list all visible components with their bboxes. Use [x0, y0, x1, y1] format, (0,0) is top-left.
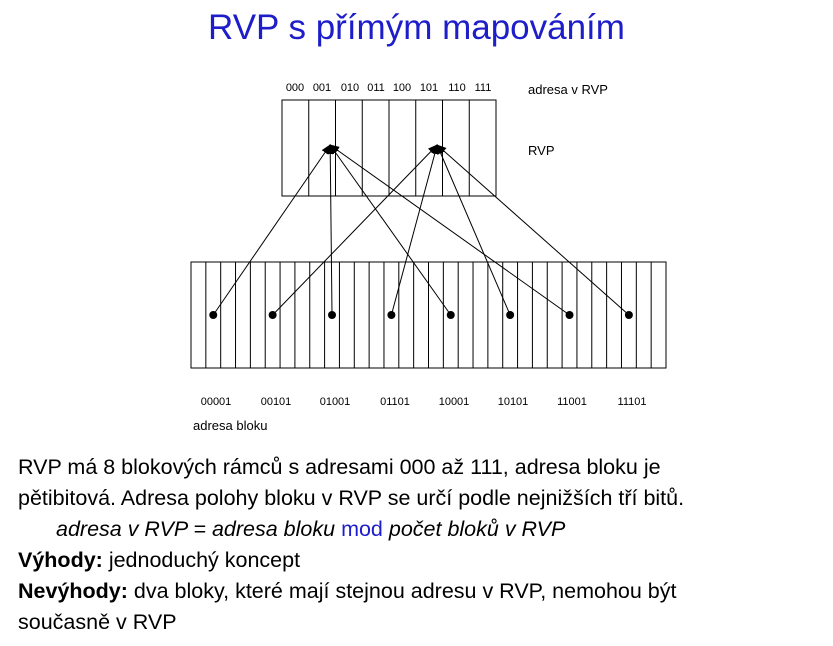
advantages-label: Výhody:	[18, 548, 103, 572]
mapping-formula	[18, 514, 830, 545]
block-address-label: 00101	[260, 396, 292, 408]
formula-left: adresa v RVP = adresa bloku	[56, 517, 336, 541]
rvp-caption: RVP	[528, 143, 555, 158]
block-address-label: 01001	[319, 396, 351, 408]
mapping-arrows	[213, 145, 629, 315]
disadvantages	[18, 576, 830, 607]
rvp-address-labels	[286, 82, 492, 94]
rvp-address-label: 000	[285, 82, 305, 94]
rvp-address-label: 101	[419, 82, 439, 94]
description	[18, 452, 830, 638]
block-address-label: 00001	[200, 396, 232, 408]
block-dot	[447, 311, 455, 319]
rvp-address-label: 011	[367, 82, 385, 94]
mapping-arrow	[213, 145, 330, 315]
disadvantages-label: Nevýhody:	[18, 579, 128, 603]
page-title: RVP s přímým mapováním	[208, 8, 625, 47]
block-dot	[328, 311, 336, 319]
rvp-address-caption: adresa v RVP	[528, 82, 608, 97]
block-dot	[387, 311, 395, 319]
block-dot	[269, 311, 277, 319]
block-dot	[506, 311, 514, 319]
rvp-address-label: 110	[448, 82, 466, 94]
mapping-arrow	[273, 145, 438, 315]
block-address-label: 10001	[438, 396, 470, 408]
block-address-caption: adresa bloku	[193, 418, 268, 433]
disadvantages-continued: současně v RVP	[18, 610, 177, 634]
rvp-address-label: 100	[392, 82, 412, 94]
description-line-1: RVP má 8 blokových rámců s adresami 000 až 111, adresa bloku je	[18, 455, 661, 479]
mapping-arrow	[330, 145, 332, 315]
formula-mod: mod	[341, 517, 383, 541]
block-address-label: 11001	[557, 396, 587, 408]
rvp-address-label: 001	[312, 82, 332, 94]
block-address-labels	[201, 396, 647, 408]
description-line-2: pětibitová. Adresa polohy bloku v RVP se určí podle nejnižších tří bitů.	[18, 486, 685, 510]
block-dot	[209, 311, 217, 319]
mapping-arrow	[330, 145, 451, 315]
advantages-text: jednoduchý koncept	[108, 548, 301, 572]
block-address-label: 01101	[380, 396, 410, 408]
advantages	[18, 545, 830, 576]
disadvantages-text: dva bloky, které mají stejnou adresu v RVP, nemohou být	[133, 579, 677, 603]
block-dots	[209, 311, 633, 319]
block-dot	[625, 311, 633, 319]
block-dot	[566, 311, 574, 319]
rvp-address-label: 111	[474, 82, 492, 94]
mapping-arrow	[437, 145, 510, 315]
block-address-label: 10101	[497, 396, 529, 408]
mapping-arrow	[391, 145, 437, 315]
block-address-label: 11101	[617, 396, 647, 408]
rvp-address-label: 010	[340, 82, 360, 94]
formula-right: počet bloků v RVP	[388, 517, 566, 541]
